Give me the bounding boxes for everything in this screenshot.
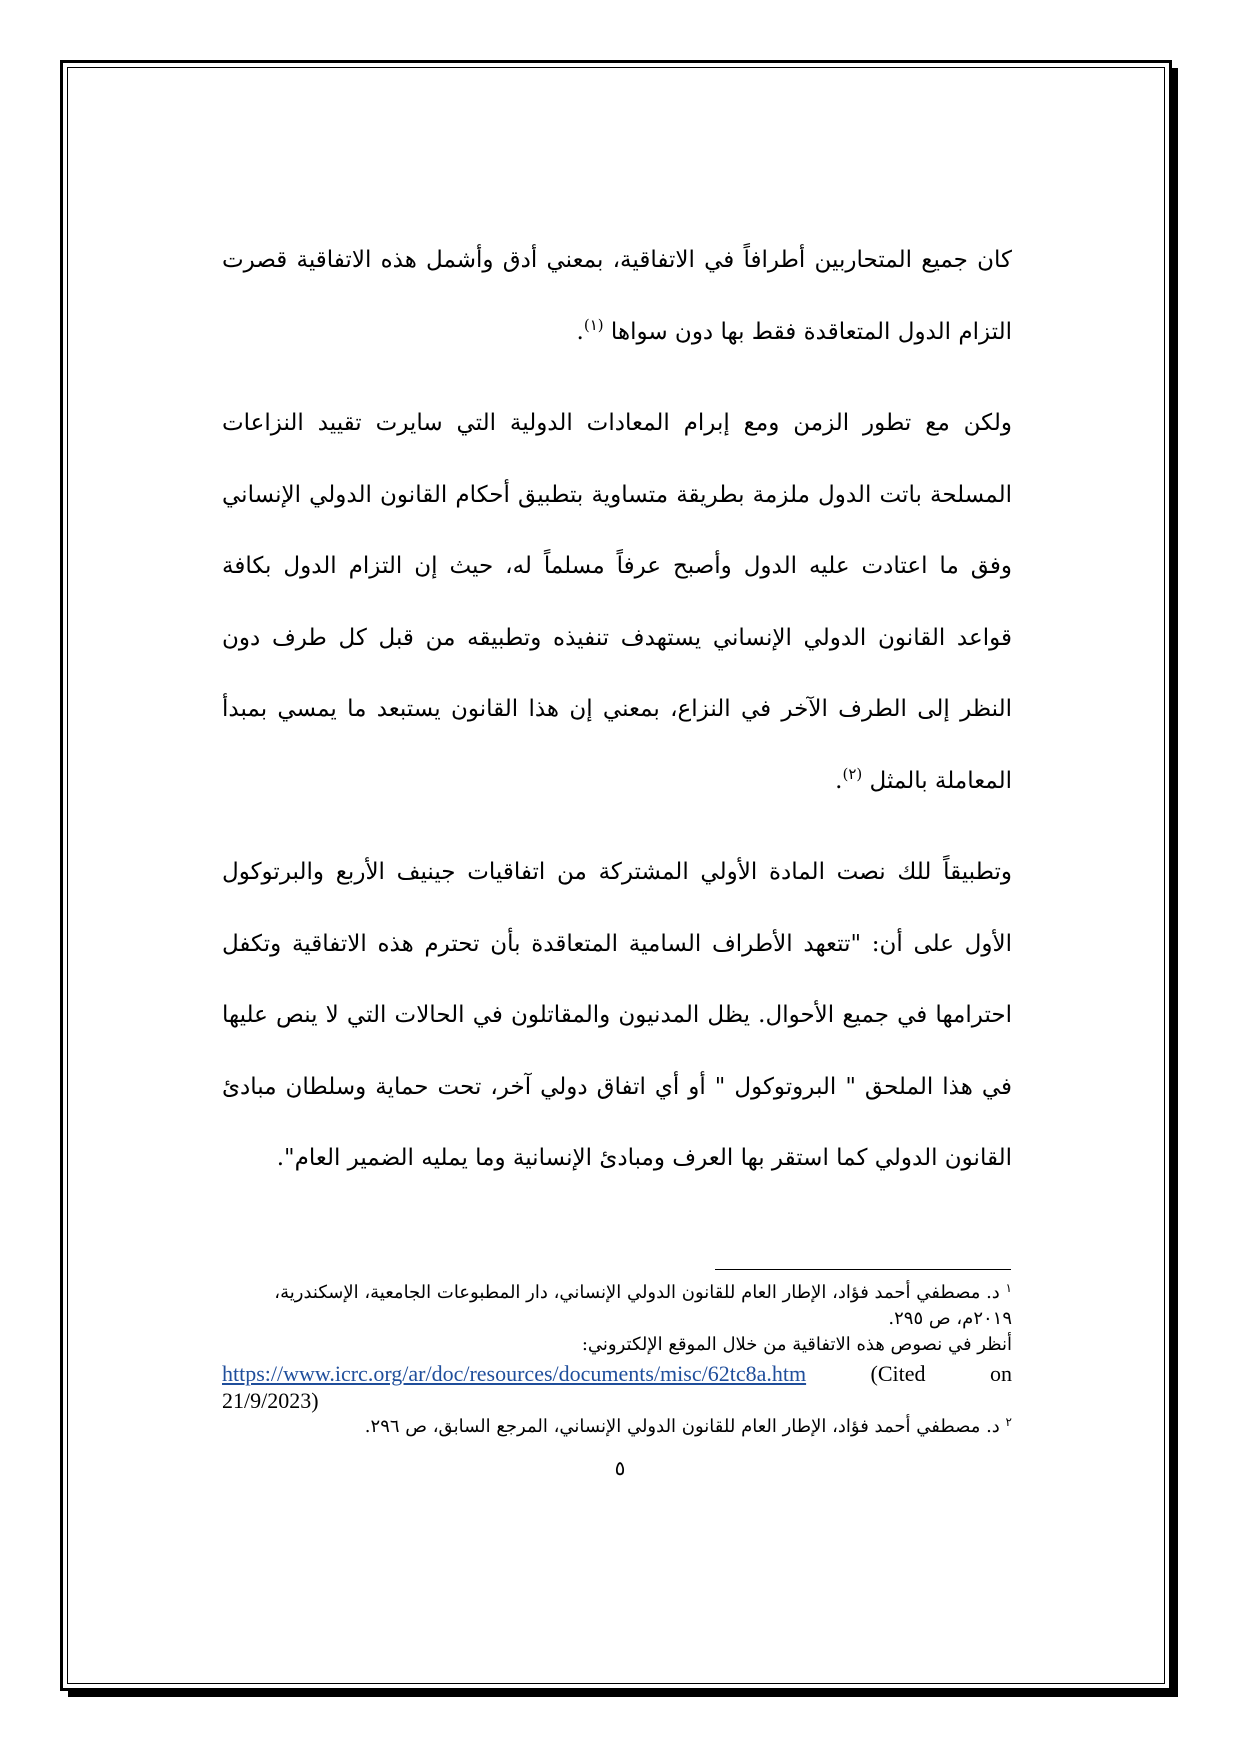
footnote-1-cited: (Cited on — [870, 1361, 1012, 1386]
footnote-2-mark: ٢ — [1005, 1415, 1012, 1429]
footnote-1-date: 21/9/2023) — [222, 1388, 319, 1413]
footnote-2-text: د. مصطفي أحمد فؤاد، الإطار العام للقانون الدولي الإنساني، المرجع السابق، ص ٢٩٦. — [364, 1416, 1006, 1437]
footnote-2 — [222, 1414, 1012, 1440]
paragraph-text: وتطبيقاً للك نصت المادة الأولي المشتركة من اتفاقيات جينيف الأربع والبرتوكول الأول على أن: "تتعهد الأطراف السامية المتعاقدة بأن تحترم هذه الاتفاقية وتكفل احترامها في جميع الأحوال. يظل المدنيون والمقاتلون في الحالات التي لا ينص عليها في هذا الملحق " البروتوكول " أو أي اتفاق دولي آخر، تحت حماية وسلطان مبادئ القانون الدولي كما استقر بها العرف ومبادئ الإنسانية وما يمليه الضمير العام". — [222, 859, 1012, 1171]
footnote-1-text: د. مصطفي أحمد فؤاد، الإطار العام للقانون الدولي الإنساني، دار المطبوعات الجامعية، الإسكندرية، ٢٠١٩م، ص ٢٩٥. — [274, 1282, 1012, 1329]
body-text — [222, 225, 1012, 1215]
paragraph-text: كان جميع المتحاربين أطرافاً في الاتفاقية، بمعني أدق وأشمل هذه الاتفاقية قصرت التزام الدول المتعاقدة فقط بها دون سواها — [222, 247, 1012, 345]
paragraph-tail: . — [835, 767, 843, 794]
footnote-reference[interactable]: (١) — [583, 315, 604, 334]
footnote-1-see-also: أنظر في نصوص هذه الاتفاقية من خلال الموقع الإلكتروني: — [581, 1334, 1012, 1355]
footnote-1 — [222, 1280, 1012, 1332]
footnote-1-url-link[interactable]: https://www.icrc.org/ar/doc/resources/documents/misc/62tc8a.htm — [222, 1361, 807, 1386]
footnote-1-mark: ١ — [1005, 1281, 1012, 1295]
footnotes — [222, 1280, 1012, 1440]
footnote-1-link-row — [222, 1360, 1012, 1388]
page-number: ٥ — [614, 1456, 626, 1480]
page-border-shadow-right — [1172, 68, 1178, 1697]
footnote-reference[interactable]: (٢) — [842, 764, 863, 783]
paragraph-tail: . — [576, 318, 584, 345]
page-border-shadow-bottom — [68, 1691, 1178, 1697]
paragraph — [222, 388, 1012, 817]
paragraph — [222, 837, 1012, 1195]
footnote-separator — [715, 1269, 1011, 1270]
paragraph-text: ولكن مع تطور الزمن ومع إبرام المعادات الدولية التي سايرت تقييد النزاعات المسلحة باتت الدول ملزمة بطريقة متساوية بتطبيق أحكام القانون الدولي الإنساني وفق ما اعتادت عليه الدول وأصبح عرفاً مسلماً له، حيث إن التزام الدول بكافة قواعد القانون الدولي الإنساني يستهدف تنفيذه وتطبيقه من قبل كل طرف دون النظر إلى الطرف الآخر في النزاع، بمعني إن هذا القانون يستبعد ما يمسي بمبدأ المعاملة بالمثل — [222, 410, 1012, 794]
paragraph — [222, 225, 1012, 368]
